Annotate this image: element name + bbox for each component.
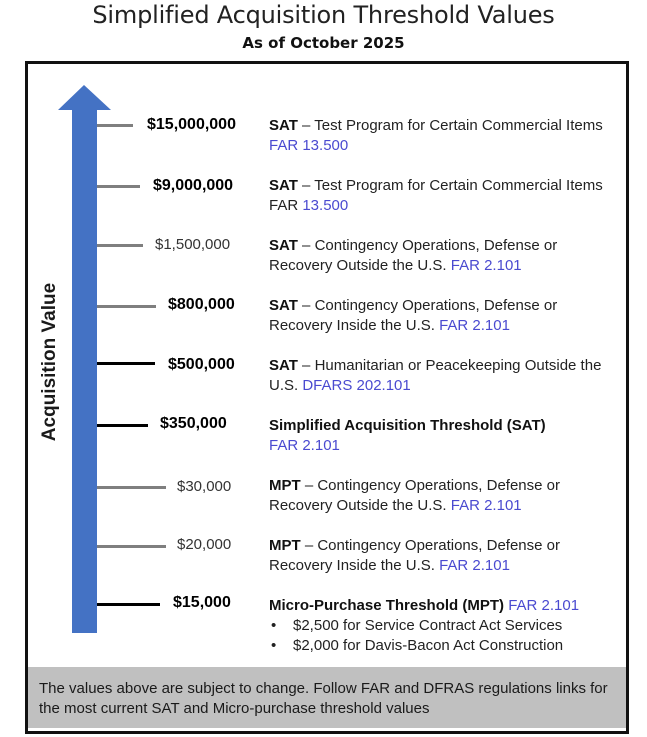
threshold-description [269, 116, 619, 156]
threshold-description [269, 176, 619, 216]
tick-30k [97, 486, 166, 489]
threshold-category: SAT [269, 177, 298, 194]
regulation-link[interactable]: DFARS 202.101 [302, 377, 411, 394]
footer-note-panel [28, 667, 626, 728]
regulation-link[interactable]: FAR 2.101 [450, 257, 522, 274]
regulation-link[interactable]: FAR 2.101 [269, 437, 340, 454]
threshold-category: SAT [269, 117, 298, 134]
threshold-category: Micro-Purchase Threshold (MPT) [269, 597, 505, 614]
threshold-text: – Contingency Operations, Defense or Recovery Inside the U.S. [269, 537, 560, 574]
threshold-value: $1,500,000 [155, 236, 231, 253]
threshold-text: – Contingency Operations, Defense or Recovery Outside the U.S. [269, 477, 560, 514]
tick-1-5m [97, 244, 143, 247]
threshold-value: $20,000 [177, 536, 232, 553]
up-arrow-head-icon [58, 85, 111, 110]
threshold-description [269, 536, 619, 576]
threshold-value: $500,000 [168, 356, 235, 373]
threshold-value: $350,000 [160, 415, 227, 432]
threshold-value: $800,000 [168, 296, 235, 313]
page-title: Simplified Acquisition Threshold Values [92, 1, 555, 29]
threshold-description [269, 356, 619, 396]
threshold-category: MPT [269, 477, 301, 494]
regulation-link[interactable]: FAR 2.101 [508, 597, 580, 614]
threshold-category: SAT [269, 357, 298, 374]
threshold-text: – Test Program for Certain Commercial Items [297, 117, 603, 134]
regulation-link[interactable]: FAR 2.101 [450, 497, 522, 514]
tick-15k [97, 603, 160, 606]
tick-800k [97, 305, 156, 308]
tick-9m [97, 185, 140, 188]
regulation-link[interactable]: 13.500 [302, 197, 349, 214]
mpt-exceptions-list [269, 616, 619, 656]
tick-350k [97, 424, 148, 427]
threshold-value: $15,000,000 [147, 116, 236, 133]
threshold-value: $30,000 [177, 478, 232, 495]
regulation-link[interactable]: FAR 2.101 [439, 317, 510, 334]
threshold-description [269, 296, 619, 336]
threshold-text: – Test Program for Certain Commercial Items FAR [269, 177, 603, 214]
threshold-description [269, 236, 619, 276]
threshold-description [269, 596, 619, 656]
list-item: • $2,500 for Service Contract Act Services [269, 616, 619, 636]
tick-20k [97, 545, 166, 548]
regulation-link[interactable]: FAR 2.101 [439, 557, 510, 574]
footer-note: The values above are subject to change. Follow FAR and DFRAS regulations links for the most current SAT and Micro-purchase threshold values [39, 680, 608, 717]
threshold-value: $9,000,000 [153, 177, 234, 194]
axis-label: Acquisition Value [39, 282, 60, 442]
threshold-category: SAT [269, 297, 298, 314]
threshold-description [269, 416, 619, 456]
tick-500k [97, 362, 155, 365]
regulation-link[interactable]: FAR 13.500 [269, 137, 349, 154]
threshold-text: – Contingency Operations, Defense or Recovery Inside the U.S. [269, 297, 558, 334]
threshold-value: $15,000 [173, 594, 231, 611]
threshold-category: MPT [269, 537, 301, 554]
tick-15m [97, 124, 133, 127]
threshold-description [269, 476, 619, 516]
threshold-text: – Contingency Operations, Defense or Recovery Outside the U.S. [269, 237, 558, 274]
threshold-category: Simplified Acquisition Threshold (SAT) [269, 417, 546, 434]
page-subtitle: As of October 2025 [242, 34, 405, 52]
threshold-category: SAT [269, 237, 298, 254]
threshold-text: – Humanitarian or Peacekeeping Outside the U.S. [269, 357, 602, 394]
list-item: • $2,000 for Davis-Bacon Act Construction [269, 636, 619, 656]
acquisition-value-arrow [72, 108, 97, 633]
